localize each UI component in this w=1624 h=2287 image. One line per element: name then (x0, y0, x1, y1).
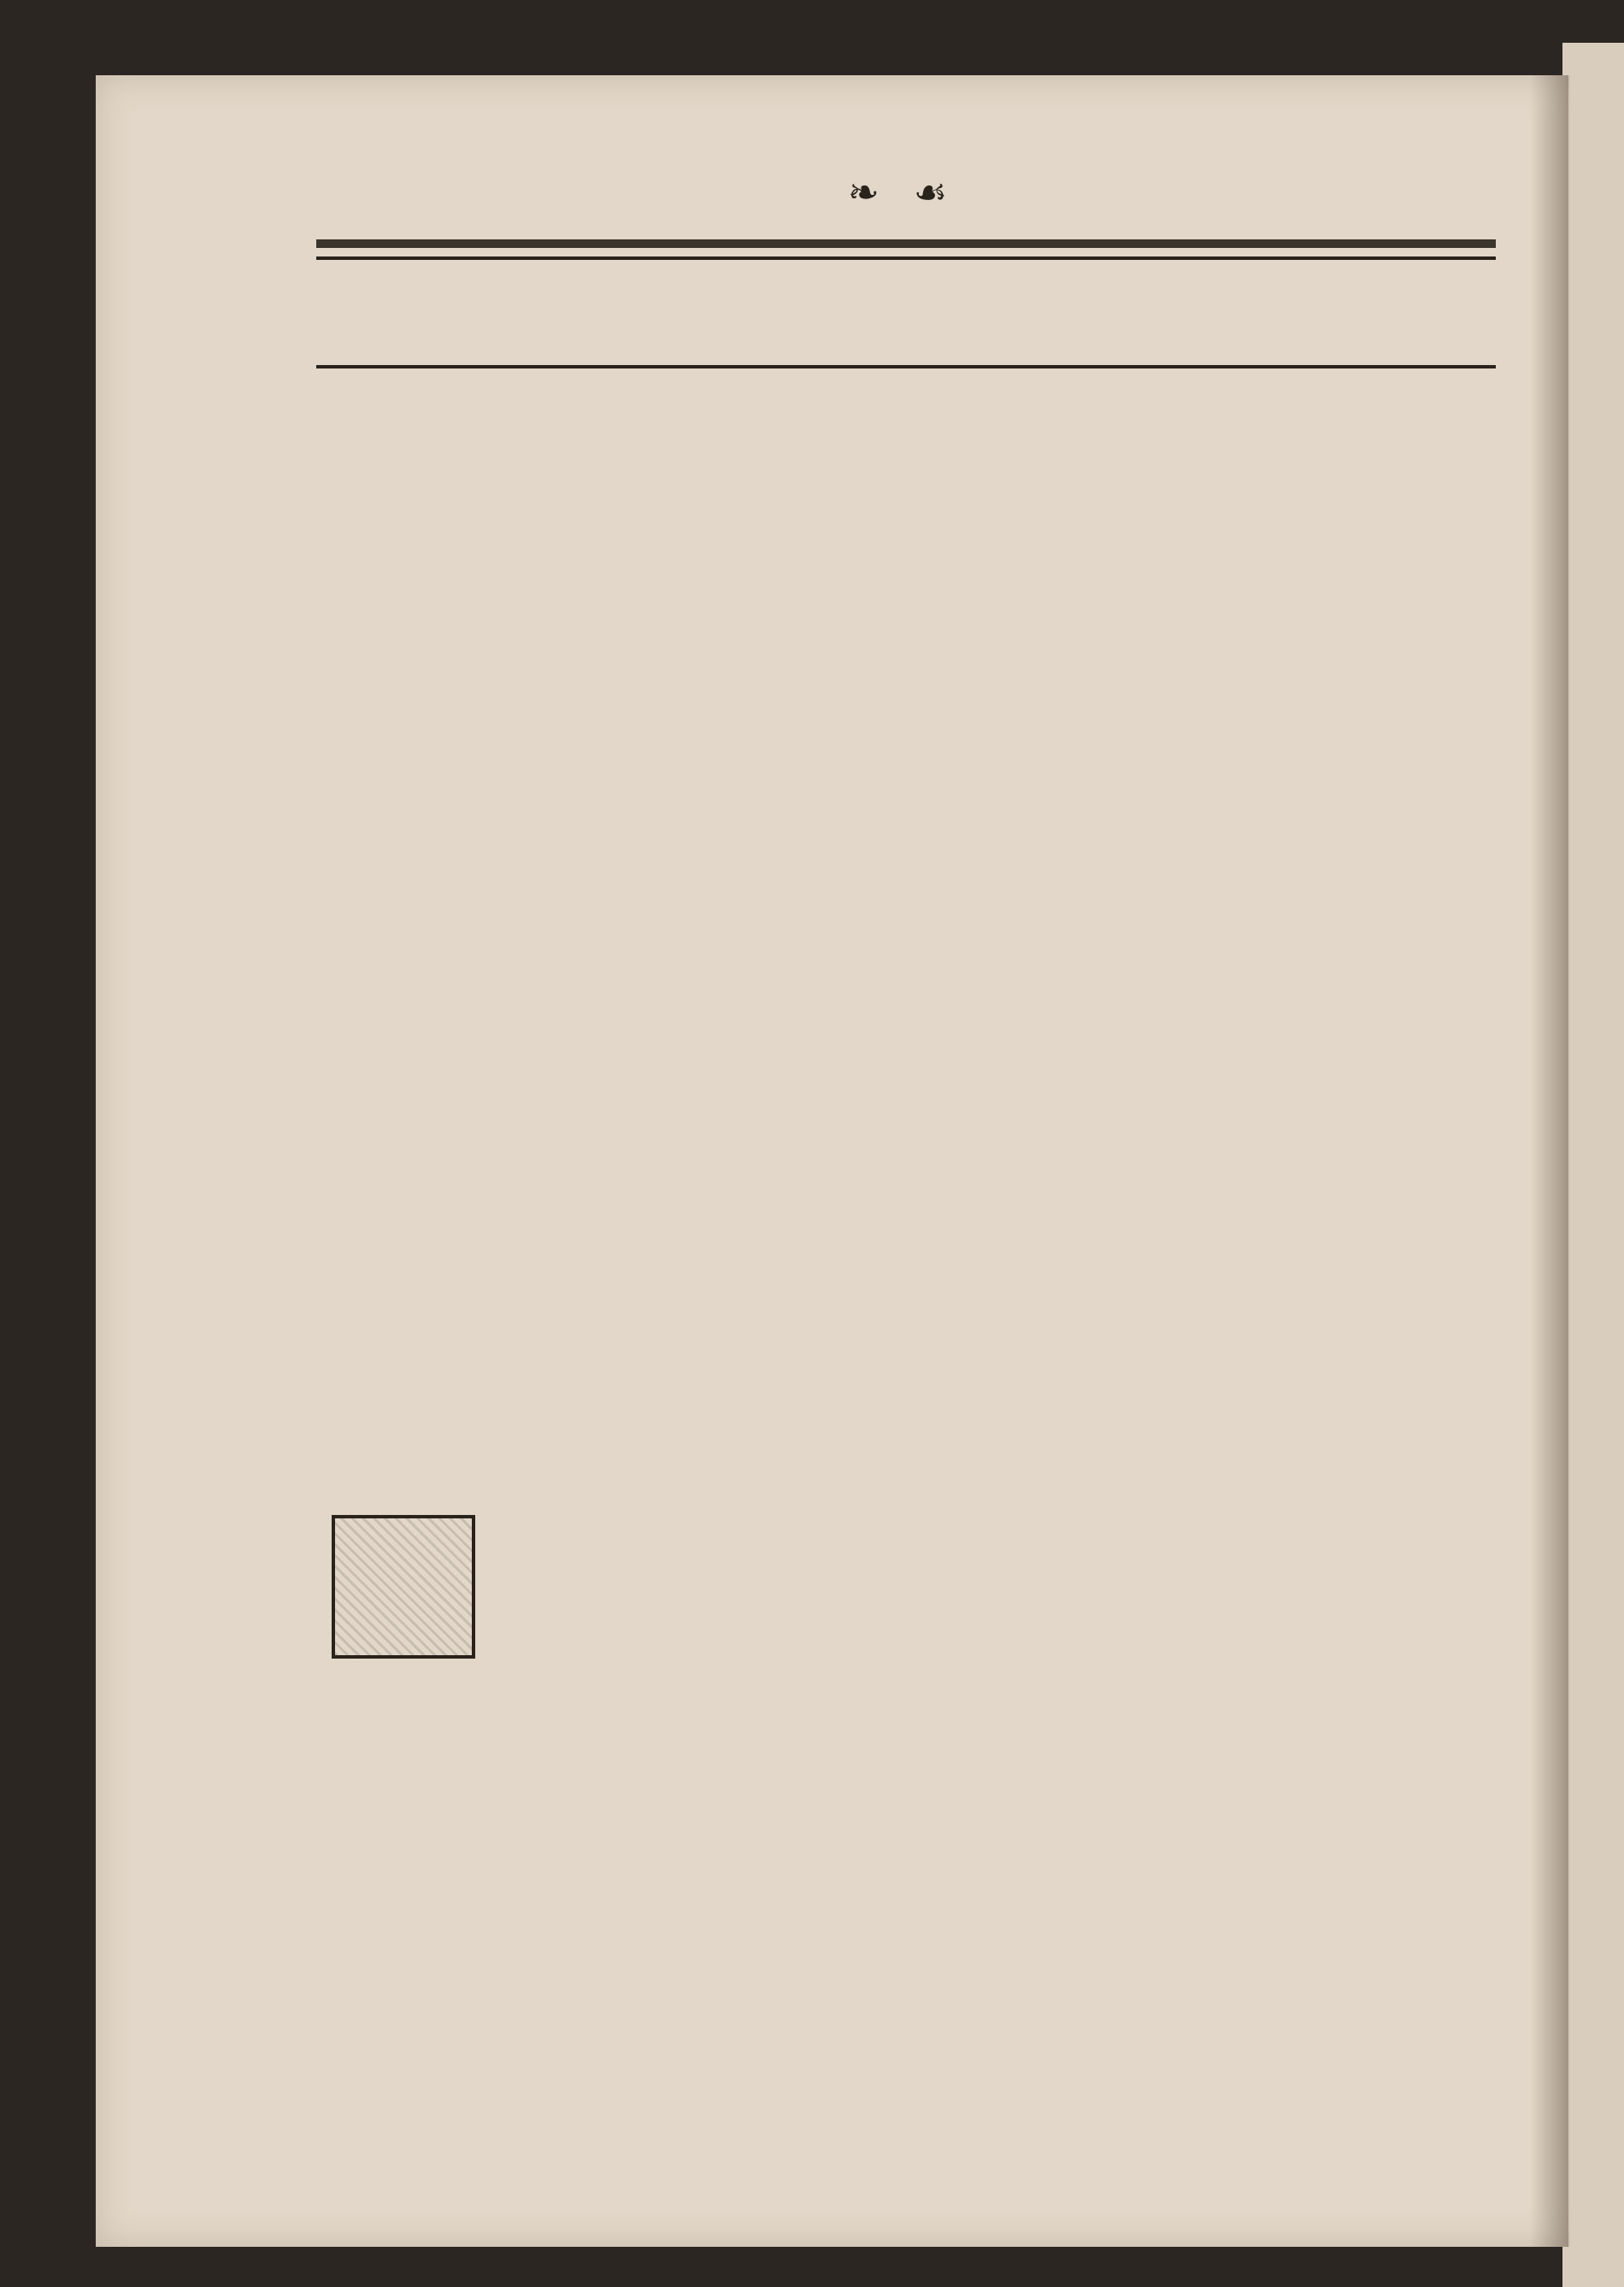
page-header (735, 162, 1060, 222)
right-flourish-icon: ☙ (913, 170, 948, 215)
decorative-band (316, 224, 1496, 408)
decorated-initial (332, 1515, 475, 1659)
facing-page-edge (1562, 43, 1624, 2287)
ornament-rule (316, 256, 1496, 260)
ornament-rule-bottom (316, 365, 1496, 368)
left-flourish-icon: ❧ (847, 170, 880, 215)
page-gutter-shadow (1530, 75, 1568, 2247)
ornament-top-row (316, 239, 1496, 248)
